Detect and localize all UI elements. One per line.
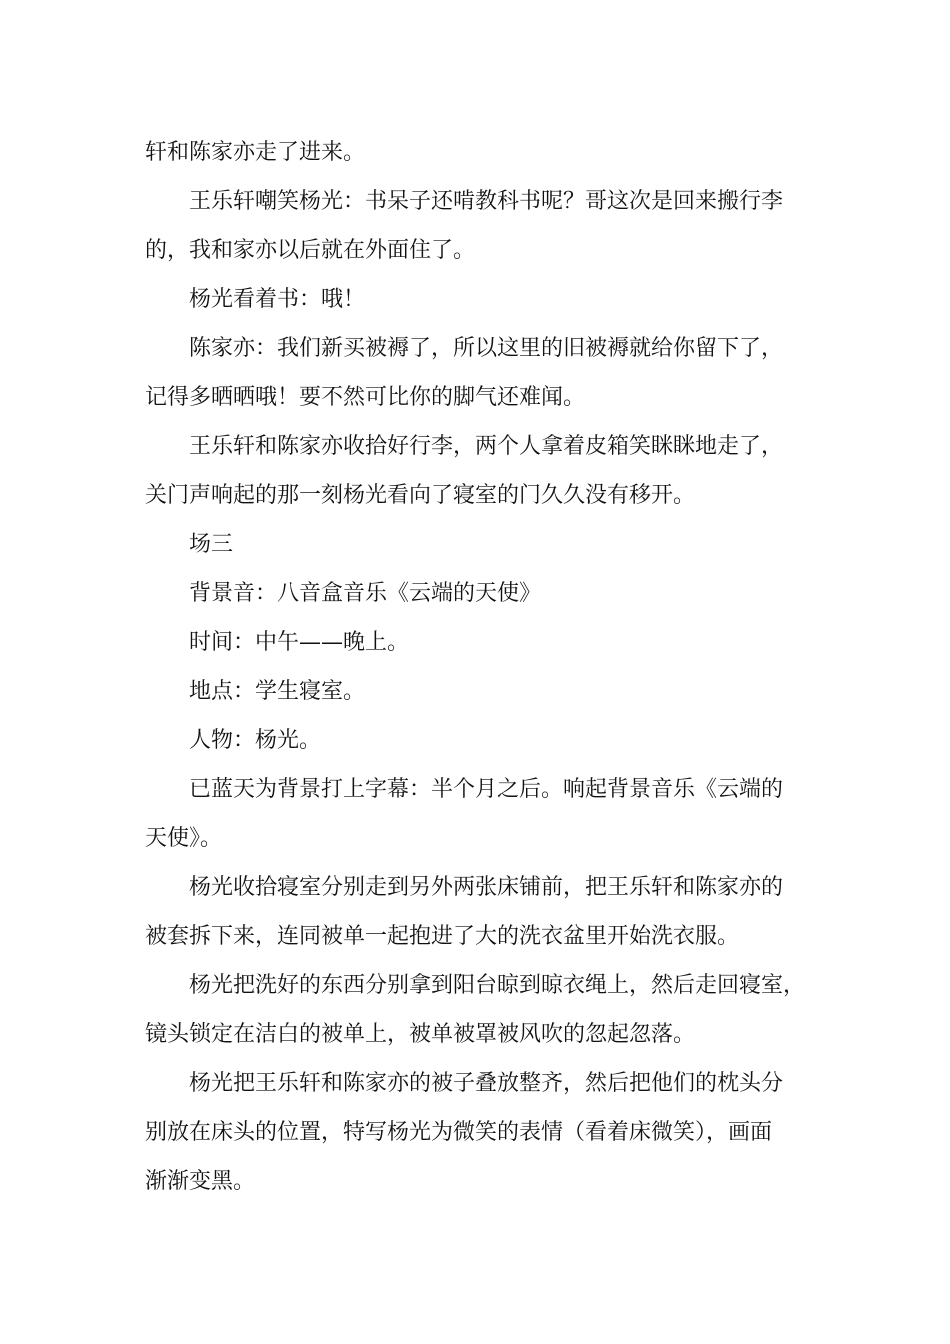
text-line: 杨光收拾寝室分别走到另外两张床铺前，把王乐轩和陈家亦的 bbox=[189, 875, 784, 900]
text-line: 已蓝天为背景打上字幕：半个月之后。响起背景音乐《云端的 bbox=[189, 777, 784, 802]
text-line: 的，我和家亦以后就在外面住了。 bbox=[145, 238, 476, 263]
text-line: 场三 bbox=[189, 532, 234, 557]
text-line: 渐渐变黑。 bbox=[145, 1169, 256, 1194]
paragraph-12 bbox=[145, 863, 825, 961]
paragraph-14 bbox=[145, 1059, 825, 1206]
text-line: 王乐轩和陈家亦收拾好行李，两个人拿着皮箱笑眯眯地走了， bbox=[189, 434, 784, 459]
scene-location bbox=[145, 667, 825, 716]
text-line: 王乐轩嘲笑杨光：书呆子还啃教科书呢？哥这次是回来搬行李 bbox=[189, 189, 784, 214]
text-line: 时间：中午——晚上。 bbox=[189, 630, 410, 655]
text-line: 杨光把王乐轩和陈家亦的被子叠放整齐，然后把他们的枕头分 bbox=[189, 1071, 784, 1096]
paragraph-3 bbox=[145, 275, 825, 324]
text-line: 人物：杨光。 bbox=[189, 728, 322, 753]
text-line: 地点：学生寝室。 bbox=[189, 679, 366, 704]
text-line: 记得多晒晒哦！要不然可比你的脚气还难闻。 bbox=[145, 385, 586, 410]
scene-heading bbox=[145, 520, 825, 569]
text-line: 陈家亦：我们新买被褥了，所以这里的旧被褥就给你留下了， bbox=[189, 336, 784, 361]
text-line: 别放在床头的位置，特写杨光为微笑的表情（看着床微笑），画面 bbox=[145, 1120, 773, 1145]
paragraph-2 bbox=[145, 177, 825, 275]
paragraph-11 bbox=[145, 765, 825, 863]
paragraph-4 bbox=[145, 324, 825, 422]
text-line: 镜头锁定在洁白的被单上，被单被罩被风吹的忽起忽落。 bbox=[145, 1022, 696, 1047]
paragraph-5 bbox=[145, 422, 825, 520]
document-body bbox=[145, 128, 825, 1206]
text-line: 被套拆下来，连同被单一起抱进了大的洗衣盆里开始洗衣服。 bbox=[145, 924, 740, 949]
text-line: 杨光看着书：哦！ bbox=[189, 287, 366, 312]
text-line: 背景音：八音盒音乐《云端的天使》 bbox=[189, 581, 542, 606]
text-line: 杨光把洗好的东西分别拿到阳台晾到晾衣绳上，然后走回寝室， bbox=[189, 973, 806, 998]
text-line: 天使》。 bbox=[145, 826, 223, 851]
scene-background-music bbox=[145, 569, 825, 618]
scene-time bbox=[145, 618, 825, 667]
text-line: 轩和陈家亦走了进来。 bbox=[145, 140, 366, 165]
paragraph-1 bbox=[145, 128, 825, 177]
text-line: 关门声响起的那一刻杨光看向了寝室的门久久没有移开。 bbox=[145, 483, 696, 508]
scene-characters bbox=[145, 716, 825, 765]
paragraph-13 bbox=[145, 961, 825, 1059]
